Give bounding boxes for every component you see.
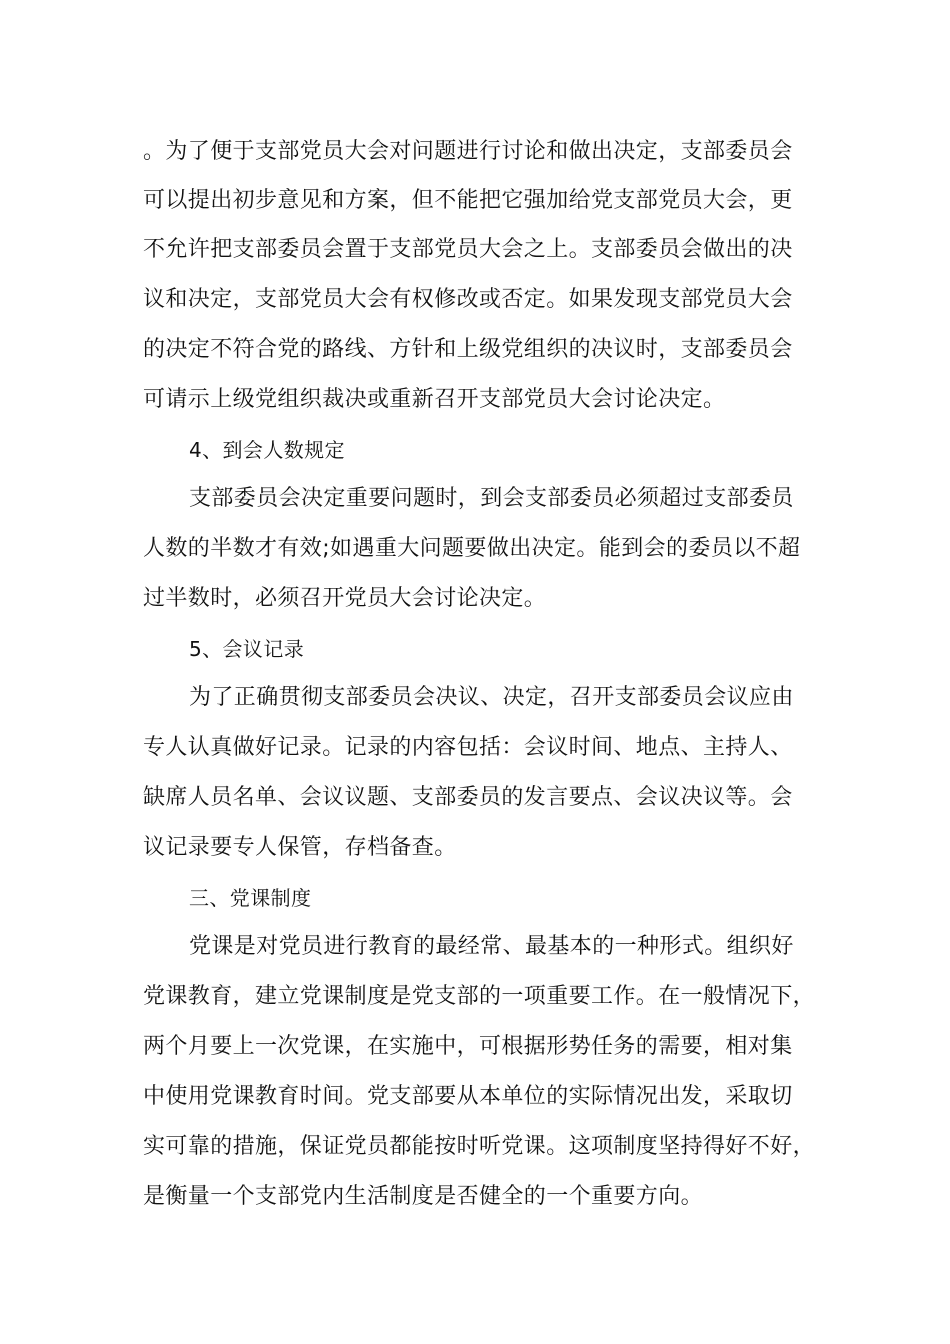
paragraph-line: 。为了便于支部党员大会对问题进行讨论和做出决定，支部委员会	[143, 139, 793, 164]
section-heading-3: 三、党课制度	[189, 886, 312, 910]
paragraph-line: 支部委员会决定重要问题时，到会支部委员必须超过支部委员	[189, 486, 794, 511]
paragraph-line: 党课是对党员进行教育的最经常、最基本的一种形式。组织好	[189, 934, 794, 959]
section-heading-4: 4、到会人数规定	[189, 438, 345, 462]
paragraph-line: 的决定不符合党的路线、方针和上级党组织的决议时，支部委员会	[143, 337, 793, 362]
paragraph-line: 实可靠的措施，保证党员都能按时听党课。这项制度坚持得好不好，	[143, 1134, 816, 1159]
paragraph-line: 中使用党课教育时间。党支部要从本单位的实际情况出发，采取切	[143, 1084, 793, 1109]
paragraph-line: 缺席人员名单、会议议题、支部委员的发言要点、会议决议等。会	[143, 785, 793, 810]
section-heading-5: 5、会议记录	[189, 637, 305, 661]
paragraph-line: 不允许把支部委员会置于支部党员大会之上。支部委员会做出的决	[143, 237, 793, 262]
paragraph-line: 是衡量一个支部党内生活制度是否健全的一个重要方向。	[143, 1184, 704, 1209]
paragraph-line: 议记录要专人保管，存档备查。	[143, 835, 457, 860]
paragraph-line: 可请示上级党组织裁决或重新召开支部党员大会讨论决定。	[143, 387, 726, 412]
paragraph-line: 两个月要上一次党课，在实施中，可根据形势任务的需要，相对集	[143, 1034, 793, 1059]
paragraph-line: 可以提出初步意见和方案，但不能把它强加给党支部党员大会，更	[143, 188, 793, 213]
paragraph-line: 人数的半数才有效;如遇重大问题要做出决定。能到会的委员以不超	[143, 536, 801, 561]
paragraph-line: 党课教育，建立党课制度是党支部的一项重要工作。在一般情况下，	[143, 984, 816, 1009]
paragraph-line: 议和决定，支部党员大会有权修改或否定。如果发现支部党员大会	[143, 287, 793, 312]
paragraph-line: 专人认真做好记录。记录的内容包括：会议时间、地点、主持人、	[143, 735, 793, 760]
paragraph-line: 为了正确贯彻支部委员会决议、决定，召开支部委员会议应由	[189, 685, 794, 710]
paragraph-line: 过半数时，必须召开党员大会讨论决定。	[143, 586, 547, 611]
